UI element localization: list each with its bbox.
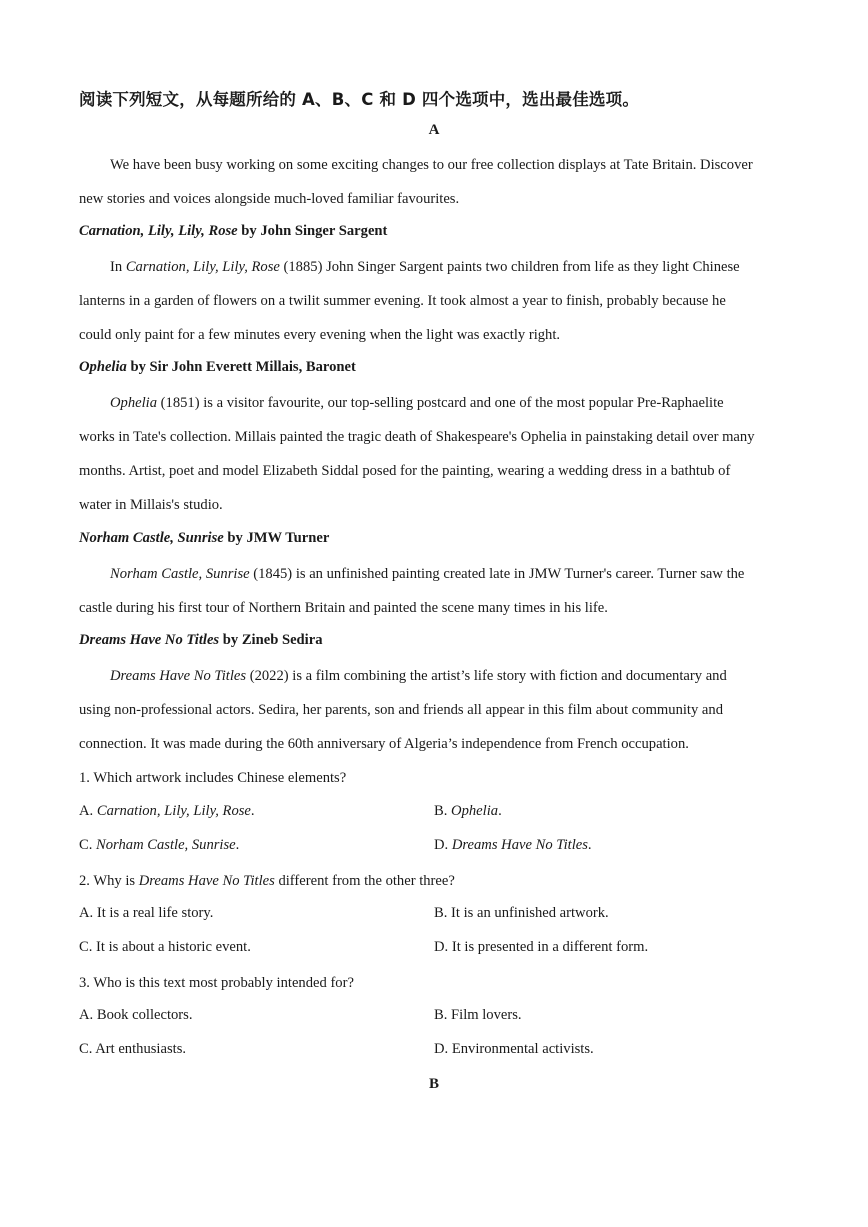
turner-line-1 (110, 564, 822, 584)
q1-option-b (434, 803, 502, 820)
option-letter: B. (434, 803, 452, 819)
instruction-heading: 阅读下列短文，从每题所给的 A、B、C 和 D 四个选项中，选出最佳选项。 (79, 90, 640, 109)
option-letter: A. (79, 803, 97, 819)
section-b-label: B (428, 1076, 439, 1092)
option-text: Carnation, Lily, Lily, Rose (96, 803, 251, 819)
intro-line-1: We have been busy working on some exciting changes to our free collection displays at Tate Britain. Discover (110, 157, 753, 173)
question-2-stem (79, 871, 791, 891)
millais-line-4: water in Millais's studio. (79, 497, 223, 513)
artwork-heading-turner (79, 530, 329, 547)
artwork-title-inline: Carnation, Lily, Lily, Rose (125, 259, 280, 275)
q3-option-d: D. Environmental activists. (434, 1041, 594, 1057)
text: (2022) is a film combining the artist’s life story with fiction and documentary and (246, 668, 727, 684)
artwork-title: Dreams Have No Titles (79, 632, 220, 648)
option-punct: . (498, 803, 502, 819)
q1-option-c (79, 837, 239, 854)
text: (1851) is a visitor favourite, our top-selling postcard and one of the most popular Pre-Raphaelite (157, 395, 724, 411)
text: (1885) John Singer Sargent paints two children from life as they light Chinese (279, 259, 740, 275)
artwork-heading-sedira (79, 632, 323, 649)
q1-option-d (434, 837, 592, 854)
option-text: Ophelia (451, 803, 499, 819)
artwork-title: Ophelia (79, 359, 127, 375)
q3-option-c: C. Art enthusiasts. (79, 1041, 187, 1057)
text: different from the other three? (274, 873, 455, 889)
text: In (110, 259, 126, 275)
q2-option-c: C. It is about a historic event. (79, 939, 251, 955)
sargent-line-1 (110, 257, 822, 277)
option-punct: . (250, 803, 255, 819)
millais-line-2: works in Tate's collection. Millais painted the tragic death of Shakespeare's Ophelia in painstaking detail over many (79, 429, 755, 445)
artwork-artist: by Sir John Everett Millais, Baronet (126, 359, 356, 375)
artwork-artist: by John Singer Sargent (237, 223, 388, 239)
sargent-line-3: could only paint for a few minutes every evening when the light was exactly right. (79, 327, 561, 343)
millais-line-1 (110, 393, 822, 413)
artwork-heading-sargent (79, 223, 387, 240)
artwork-title-inline: Dreams Have No Titles (110, 668, 247, 684)
sedira-line-3: connection. It was made during the 60th anniversary of Algeria’s independence from French occupation. (79, 736, 689, 752)
q3-option-a: A. Book collectors. (79, 1007, 193, 1023)
option-punct: . (587, 837, 592, 853)
artwork-title: Norham Castle, Sunrise (79, 530, 224, 546)
artwork-title: Carnation, Lily, Lily, Rose (79, 223, 238, 239)
q2-option-a: A. It is a real life story. (79, 905, 214, 921)
text: (1845) is an unfinished painting created late in JMW Turner's career. Turner saw the (249, 566, 745, 582)
artwork-title-inline: Ophelia (110, 395, 158, 411)
q3-option-b: B. Film lovers. (434, 1007, 522, 1023)
turner-line-2: castle during his first tour of Northern Britain and painted the scene many times in his life. (79, 600, 608, 616)
sedira-line-2: using non-professional actors. Sedira, her parents, son and friends all appear in this film about community and (79, 702, 723, 718)
section-a-label: A (428, 122, 440, 138)
millais-line-3: months. Artist, poet and model Elizabeth Siddal posed for the painting, wearing a wedding dress in a bathtub of (79, 463, 731, 479)
artwork-artist: by Zineb Sedira (219, 632, 323, 648)
option-letter: D. (434, 837, 452, 853)
artwork-title-inline: Dreams Have No Titles (138, 873, 275, 889)
sedira-line-1 (110, 666, 822, 686)
text: 2. Why is (79, 873, 139, 889)
option-text: Dreams Have No Titles (451, 837, 588, 853)
q2-option-d: D. It is presented in a different form. (434, 939, 649, 955)
option-punct: . (235, 837, 240, 853)
question-1-stem: 1. Which artwork includes Chinese elements? (79, 770, 347, 786)
q1-option-a (79, 803, 255, 820)
artwork-artist: by JMW Turner (223, 530, 330, 546)
artwork-heading-millais (79, 359, 356, 376)
intro-line-2: new stories and voices alongside much-loved familiar favourites. (79, 191, 460, 207)
question-3-stem: 3. Who is this text most probably intended for? (79, 975, 354, 991)
option-letter: C. (79, 837, 97, 853)
sargent-line-2: lanterns in a garden of flowers on a twilit summer evening. It took almost a year to finish, probably because he (79, 293, 726, 309)
artwork-title-inline: Norham Castle, Sunrise (110, 566, 250, 582)
option-text: Norham Castle, Sunrise (96, 837, 236, 853)
q2-option-b: B. It is an unfinished artwork. (434, 905, 609, 921)
